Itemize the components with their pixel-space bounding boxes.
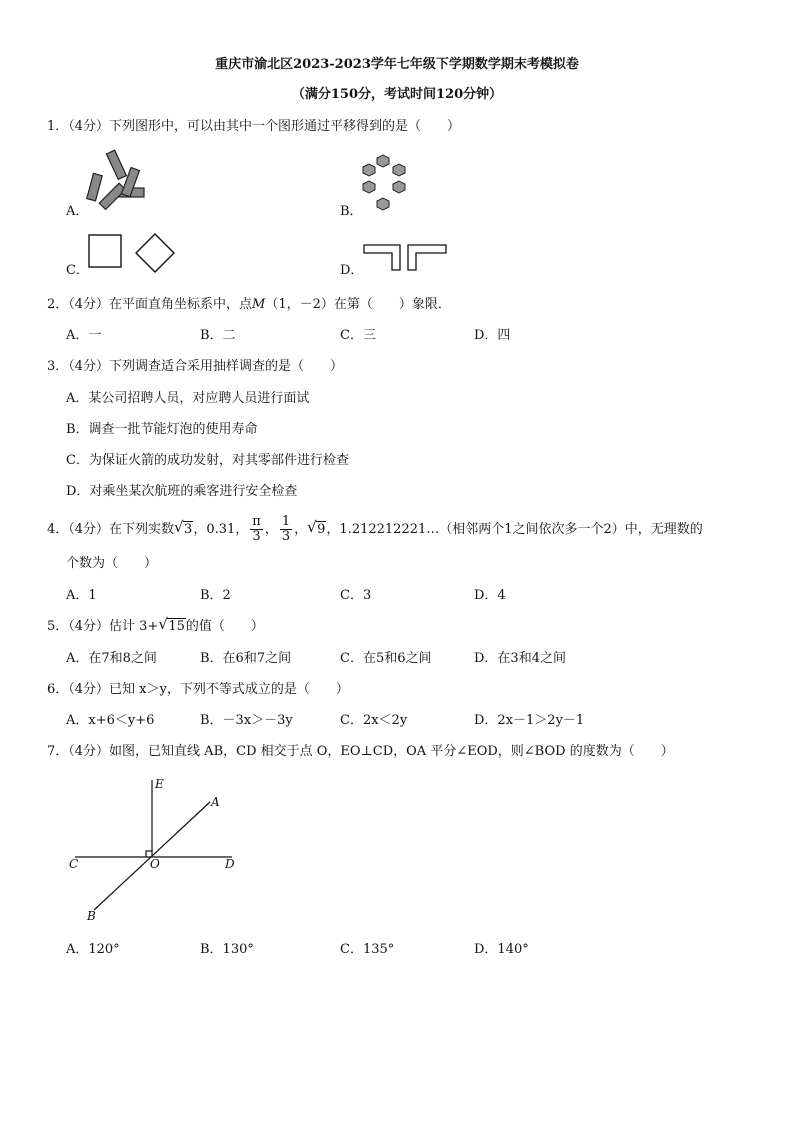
q4-sqrt9: √ 9 bbox=[307, 518, 326, 537]
q1-figure-c-squares bbox=[86, 232, 178, 274]
q7-option-c: C．135° bbox=[340, 942, 395, 957]
q5-stem bbox=[47, 615, 264, 635]
q4-option-b: B．2 bbox=[200, 588, 231, 603]
q7-option-a: A．120° bbox=[66, 942, 120, 957]
q7-stem: 7．（4分）如图，已知直线 AB，CD 相交于点 O，EO⊥CD，OA 平分∠EOD，则∠BOD 的度数为（ ） bbox=[47, 744, 674, 759]
page-title: 重庆市渝北区2023-2023学年七年级下学期数学期末考模拟卷 bbox=[215, 57, 579, 72]
q5-sqrt15: √ 15 bbox=[158, 615, 185, 634]
label-e: E bbox=[155, 777, 164, 791]
q3-option-d: D．对乘坐某次航班的乘客进行安全检查 bbox=[66, 484, 298, 499]
q4-separator-2: ， bbox=[264, 522, 278, 537]
q4-stem-part-b: ，1.212212221…（相邻两个1之间依次多一个2）中，无理数的 bbox=[326, 522, 703, 537]
q1-figure-a-sticks bbox=[86, 148, 148, 212]
q6-stem: 6．（4分）已知 x＞y，下列不等式成立的是（ ） bbox=[47, 682, 349, 697]
label-c: C bbox=[69, 857, 79, 871]
q6-option-d: D．2x－1＞2y－1 bbox=[474, 713, 585, 728]
q4-stem-continued: 个数为（ ） bbox=[66, 556, 158, 571]
q4-fraction-one-third: $\frac{1}{3}$ bbox=[281, 514, 291, 544]
q1-stem: 1．（4分）下列图形中，可以由其中一个图形通过平移得到的是（ ） bbox=[47, 119, 461, 134]
q2-option-d: D．四 bbox=[474, 328, 511, 343]
q3-option-c: C．为保证火箭的成功发射，对其零部件进行检查 bbox=[66, 453, 349, 468]
label-a: A bbox=[211, 795, 220, 809]
q1-figure-b-hexagons bbox=[360, 154, 408, 216]
q7-geometry-figure bbox=[60, 772, 250, 922]
q1-figure-d-l-shapes bbox=[362, 242, 450, 274]
q1-option-d: D． bbox=[340, 263, 364, 278]
q1-option-a: A． bbox=[66, 204, 89, 219]
q2-option-b: B．二 bbox=[200, 328, 236, 343]
label-b: B bbox=[87, 909, 96, 923]
q6-option-a: A．x+6＜y+6 bbox=[66, 713, 155, 728]
q4-fraction-pi-over-3: $\frac{\pi}{3}$ bbox=[252, 514, 261, 544]
label-d: D bbox=[225, 857, 235, 871]
q4-stem-part-a: 4．（4分）在下列实数 bbox=[47, 522, 175, 537]
q2-stem bbox=[47, 297, 451, 313]
q5-stem-part-b: 的值（ ） bbox=[185, 619, 264, 634]
q2-point-label: M bbox=[252, 297, 266, 312]
q2-stem-part-a: 2．（4分）在平面直角坐标系中，点 bbox=[47, 297, 253, 312]
q3-option-b: B．调查一批节能灯泡的使用寿命 bbox=[66, 422, 258, 437]
q7-option-b: B．130° bbox=[200, 942, 254, 957]
q5-option-c: C．在5和6之间 bbox=[340, 651, 432, 666]
q5-stem-part-a: 5．（4分）估计 3+ bbox=[47, 619, 159, 634]
q7-option-d: D．140° bbox=[474, 942, 529, 957]
q2-stem-part-b: （1，－2）在第（ ）象限． bbox=[265, 297, 451, 312]
q2-option-c: C．三 bbox=[340, 328, 376, 343]
radical-sign-icon: √ bbox=[307, 518, 317, 536]
q4-sqrt3: √ 3 bbox=[174, 518, 193, 537]
q5-option-b: B．在6和7之间 bbox=[200, 651, 292, 666]
q1-option-c: C． bbox=[66, 263, 89, 278]
q4-separator-3: ， bbox=[294, 522, 308, 537]
label-o: O bbox=[150, 857, 160, 871]
page-subtitle: （满分150分，考试时间120分钟） bbox=[291, 87, 503, 102]
q4-stem bbox=[47, 515, 703, 544]
radical-sign-icon: √ bbox=[174, 518, 184, 536]
q2-option-a: A．一 bbox=[66, 328, 102, 343]
q4-option-d: D．4 bbox=[474, 588, 506, 603]
q1-option-b: B． bbox=[340, 204, 363, 219]
q4-option-c: C．3 bbox=[340, 588, 372, 603]
q4-option-a: A．1 bbox=[66, 588, 97, 603]
q5-option-a: A．在7和8之间 bbox=[66, 651, 157, 666]
radical-sign-icon: √ bbox=[158, 615, 168, 633]
q5-option-d: D．在3和4之间 bbox=[474, 651, 566, 666]
q6-option-b: B．－3x＞－3y bbox=[200, 713, 293, 728]
q3-stem: 3．（4分）下列调查适合采用抽样调查的是（ ） bbox=[47, 359, 344, 374]
q3-option-a: A．某公司招聘人员，对应聘人员进行面试 bbox=[66, 391, 310, 406]
q4-separator-1: ，0.31， bbox=[193, 522, 249, 537]
q6-option-c: C．2x＜2y bbox=[340, 713, 408, 728]
